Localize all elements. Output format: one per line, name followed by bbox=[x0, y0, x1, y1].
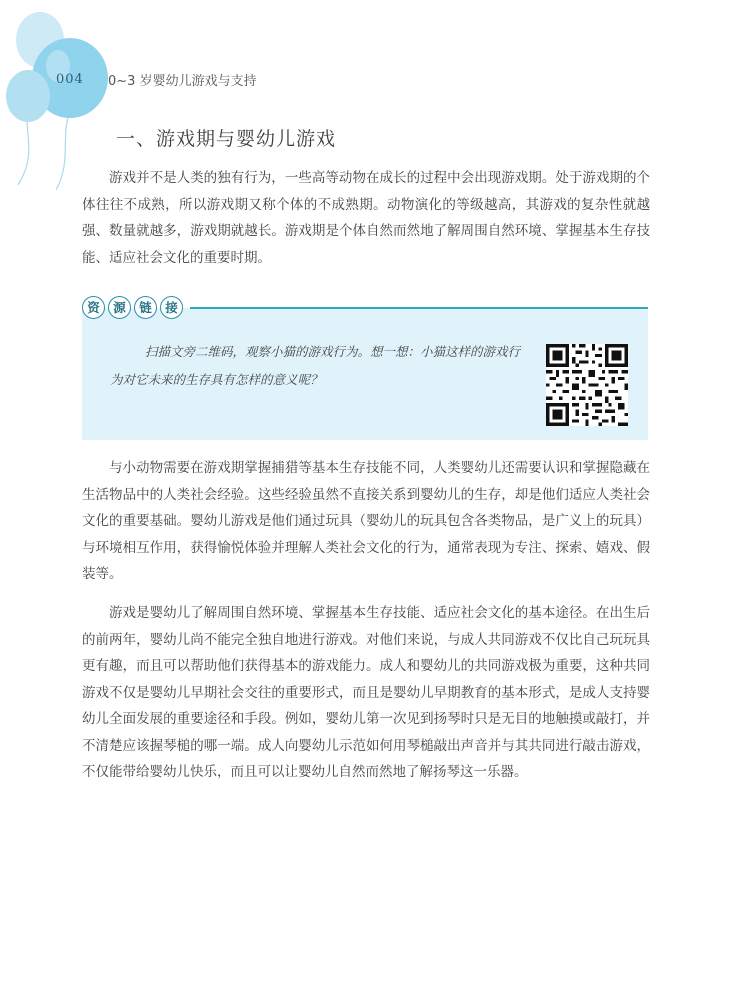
page-number: 004 bbox=[56, 72, 84, 87]
badge-char: 资 bbox=[82, 296, 105, 319]
running-head: 0~3 岁婴幼儿游戏与支持 bbox=[108, 74, 257, 89]
body-paragraph: 游戏并不是人类的独有行为，一些高等动物在成长的过程中会出现游戏期。处于游戏期的个体往往不成熟，所以游戏期又称个体的不成熟期。动物演化的等级越高，其游戏的复杂性就越强、数量就越多，游戏期就越长。游戏期是个体自然而然地了解周围自然环境、掌握基本生存技能、适应社会文化的重要时期。 bbox=[82, 170, 650, 266]
balloon-decoration-icon bbox=[0, 0, 120, 190]
resource-link-badges bbox=[82, 296, 183, 319]
badge-char: 接 bbox=[160, 296, 183, 319]
body-paragraph: 游戏是婴幼儿了解周围自然环境、掌握基本生存技能、适应社会文化的基本途径。在出生后的前两年，婴幼儿尚不能完全独自地进行游戏。对他们来说，与成人共同游戏不仅比自己玩玩具更有趣，而且可以帮助他们获得基本的游戏能力。成人和婴幼儿的共同游戏极为重要，这种共同游戏不仅是婴幼儿早期社会交往的重要形式，而且是婴幼儿早期教育的基本形式，是成人支持婴幼儿全面发展的重要途径和手段。例如，婴幼儿第一次见到扬琴时只是无目的地触摸或敲打，并不清楚应该握琴槌的哪一端。成人向婴幼儿示范如何用琴槌敲出声音并与其共同进行敲击游戏，不仅能带给婴幼儿快乐，而且可以让婴幼儿自然而然地了解扬琴这一乐器。 bbox=[82, 605, 650, 780]
qr-code-icon[interactable] bbox=[546, 344, 628, 426]
badge-char: 源 bbox=[108, 296, 131, 319]
resource-link-box bbox=[82, 296, 648, 440]
badge-char: 链 bbox=[134, 296, 157, 319]
body-paragraph: 与小动物需要在游戏期掌握捕猎等基本生存技能不同，人类婴幼儿还需要认识和掌握隐藏在生活物品中的人类社会经验。这些经验虽然不直接关系到婴幼儿的生存，却是他们适应人类社会文化的重要基础。婴幼儿游戏是他们通过玩具（婴幼儿的玩具包含各类物品，是广义上的玩具）与环境相互作用，获得愉悦体验并理解人类社会文化的行为，通常表现为专注、探索、嬉戏、假装等。 bbox=[82, 460, 650, 582]
section-title: 一、游戏期与婴幼儿游戏 bbox=[116, 128, 337, 150]
resource-text: 扫描文旁二维码，观察小猫的游戏行为。想一想：小猫这样的游戏行为对它未来的生存具有怎样的意义呢？ bbox=[110, 344, 521, 387]
resource-divider-line bbox=[190, 307, 648, 309]
